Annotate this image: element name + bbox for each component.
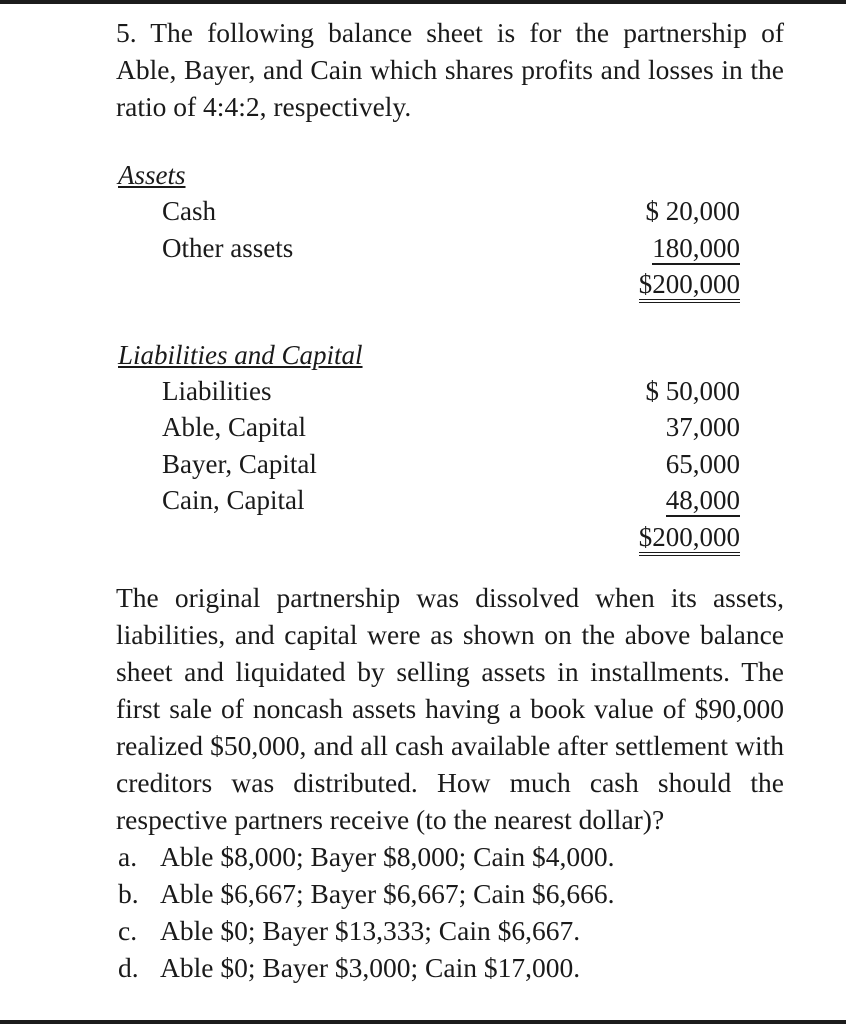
choice-letter: b. (118, 878, 139, 909)
choice-c[interactable] (116, 912, 784, 949)
row-amount: $ 50,000 (645, 375, 740, 406)
row-amount: 180,000 (652, 232, 740, 263)
liabilities-capital-heading: Liabilities and Capital (118, 339, 363, 370)
row-label: Other assets (162, 232, 294, 263)
choice-letter: a. (118, 841, 138, 872)
question-text: 5. The following balance sheet is for the partnership of Able, Bayer, and Cain which shares profits and losses in the ratio of 4:4:2, respectively. (116, 17, 784, 122)
row-label: Liabilities (162, 375, 272, 406)
answer-choices (116, 838, 784, 986)
scenario-text: The original partnership was dissolved when its assets, liabilities, and capital were as shown on the above balance sheet and liquidated by selling assets in installments. The first sale of noncash assets having a book value of $90,000 realized $50,000, and all cash available after settlement with creditors was distributed. How much cash should the respective partners receive (to the nearest dollar)? (116, 582, 784, 835)
row-amount: 37,000 (665, 412, 740, 442)
row-amount: $ 20,000 (645, 196, 740, 226)
total-row (116, 519, 784, 556)
balance-row (116, 230, 784, 267)
choice-text: Able $0; Bayer $3,000; Cain $17,000. (160, 952, 581, 983)
assets-section (116, 157, 784, 303)
balance-row (116, 482, 784, 519)
choice-text: Able $8,000; Bayer $8,000; Cain $4,000. (160, 841, 615, 872)
top-border (0, 0, 846, 4)
choice-d[interactable] (116, 949, 784, 986)
question-document (116, 14, 784, 986)
row-label: Bayer, Capital (162, 448, 317, 479)
total-row (116, 266, 784, 303)
choice-a[interactable] (116, 838, 784, 875)
balance-row (116, 373, 784, 410)
choice-text: Able $0; Bayer $13,333; Cain $6,667. (160, 915, 581, 946)
row-label: Able, Capital (162, 412, 306, 442)
bottom-border (0, 1020, 846, 1024)
choice-b[interactable] (116, 875, 784, 912)
row-label: Cain, Capital (162, 485, 305, 515)
choice-letter: d. (118, 952, 139, 983)
balance-row (116, 446, 784, 483)
assets-heading: Assets (118, 160, 186, 190)
balance-row (116, 409, 784, 446)
choice-letter: c. (118, 915, 138, 946)
liabilities-capital-section (116, 337, 784, 556)
choice-text: Able $6,667; Bayer $6,667; Cain $6,666. (160, 878, 615, 909)
row-amount: 48,000 (665, 485, 740, 515)
assets-total: $200,000 (639, 269, 740, 303)
balance-row (116, 193, 784, 230)
row-amount: 65,000 (665, 448, 740, 479)
row-label: Cash (162, 196, 216, 226)
liabilities-capital-total: $200,000 (639, 522, 740, 556)
